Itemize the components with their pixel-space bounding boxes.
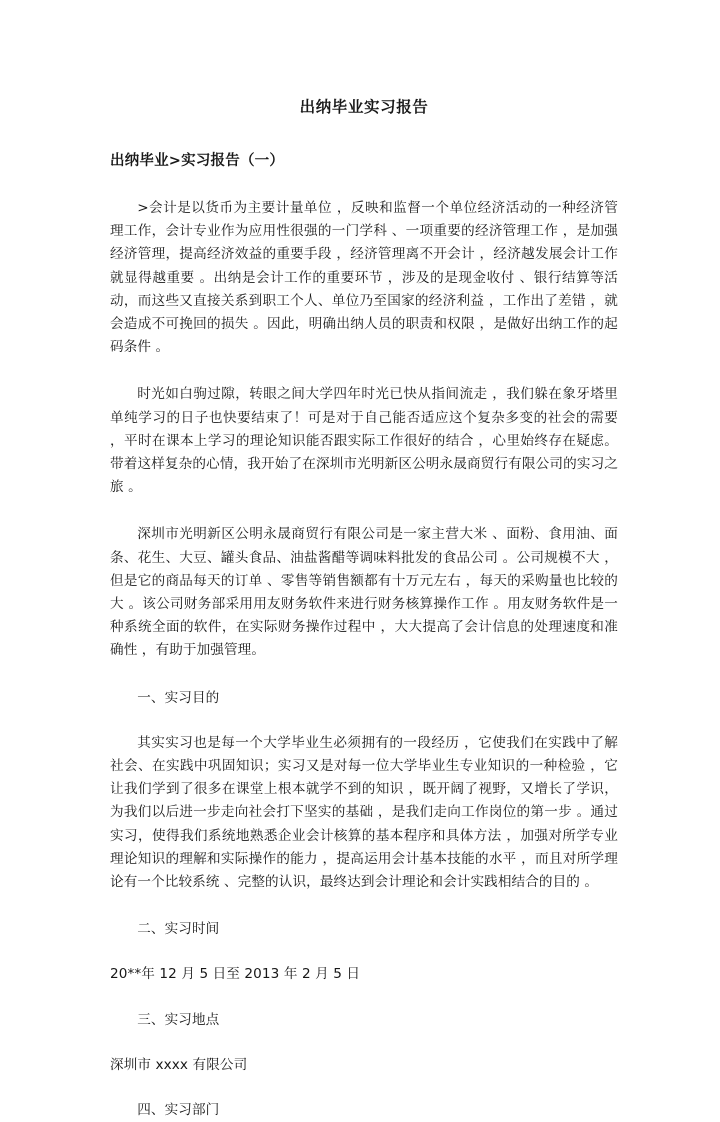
section-heading-purpose: 一、实习目的 bbox=[137, 689, 220, 706]
spacer bbox=[110, 710, 618, 732]
section-heading-department: 四、实习部门 bbox=[137, 1102, 220, 1119]
section-heading-location: 三、实习地点 bbox=[137, 1011, 220, 1028]
spacer bbox=[110, 987, 618, 1009]
document-body bbox=[110, 0, 618, 1122]
section-body-time: 20**年 12 月 5 日至 2013 年 2 月 5 日 bbox=[110, 966, 361, 983]
spacer bbox=[110, 1077, 618, 1099]
spacer bbox=[110, 894, 618, 918]
spacer bbox=[110, 499, 618, 523]
spacer bbox=[110, 1032, 618, 1054]
section-heading-time: 二、实习时间 bbox=[137, 921, 220, 938]
paragraph-internship-purpose: 其实实习也是每一个大学毕业生必须拥有的一段经历 ，它使我们在实践中了解社会、在实践中巩固知识；实习又是对每一位大学毕业生专业知识的一种检验 ，它让我们学到了很多在课堂上根本就学不到的知识 ，既开阔了视野，又增长了学识，为我们以后进一步走向社会打下坚实的基础 ，是我们走向工作岗位的第一步 。通过实习，使得我们系统地熟悉企业会计核算的基本程序和具体方法 ，加强对所学专业理论知识的理解和实际操作的能力 ，提高运用会计基本技能的水平 ，而且对所学理论有一个比较系统 、完整的认识，最终达到会计理论和会计实践相结合的目的 。 bbox=[110, 734, 618, 891]
document-subtitle: 出纳毕业>实习报告（一） bbox=[110, 153, 285, 169]
paragraph-company-background: 深圳市光明新区公明永晟商贸行有限公司是一家主营大米 、面粉、食用油、面条、花生、大豆、罐头食品、油盐酱醋等调味料批发的食品公司 。公司规模不大 ，但是它的商品每天的订单 、零售等销售额都有十万元左右 ，每天的采购量也比较的大 。该公司财务部采用用友财务软件来进行财务核算操作工作 。用友财务软件是一种系统全面的软件，在实际财务操作过程中 ，大大提高了会计信息的处理速度和准确性 ，有助于加强管理。 bbox=[110, 526, 618, 659]
spacer bbox=[110, 172, 618, 197]
paragraph-intro-accounting: >会计是以货币为主要计量单位 ，反映和监督一个单位经济活动的一种经济管理工作，会计专业作为应用性很强的一门学科 、一项重要的经济管理工作 ，是加强经济管理，提高经济效益的重要手段 ，经济管理离不开会计 ，经济越发展会计工作就显得越重要 。出纳是会计工作的重要环节 ，涉及的是现金收付 、银行结算等活动，而这些又直接关系到职工个人、单位乃至国家的经济利益 ，工作出了差错 ，就会造成不可挽回的损失 。因此，明确出纳人员的职责和权限 ，是做好出纳工作的起码条件 。 bbox=[110, 200, 618, 356]
spacer bbox=[110, 359, 618, 383]
spacer bbox=[110, 663, 618, 687]
spacer bbox=[110, 941, 618, 963]
section-body-location: 深圳市 xxxx 有限公司 bbox=[110, 1056, 248, 1073]
page-title: 出纳毕业实习报告 bbox=[299, 98, 429, 116]
paragraph-reflection: 时光如白驹过隙，转眼之间大学四年时光已快从指间流走 ，我们躲在象牙塔里单纯学习的日子也快要结束了！可是对于自己能否适应这个复杂多变的社会的需要 ，平时在课本上学习的理论知识能否跟实际工作很好的结合 ，心里始终存在疑虑。带着这样复杂的心情，我开始了在深圳市光明新区公明永晟商贸行有限公司的实习之旅 。 bbox=[110, 386, 618, 496]
